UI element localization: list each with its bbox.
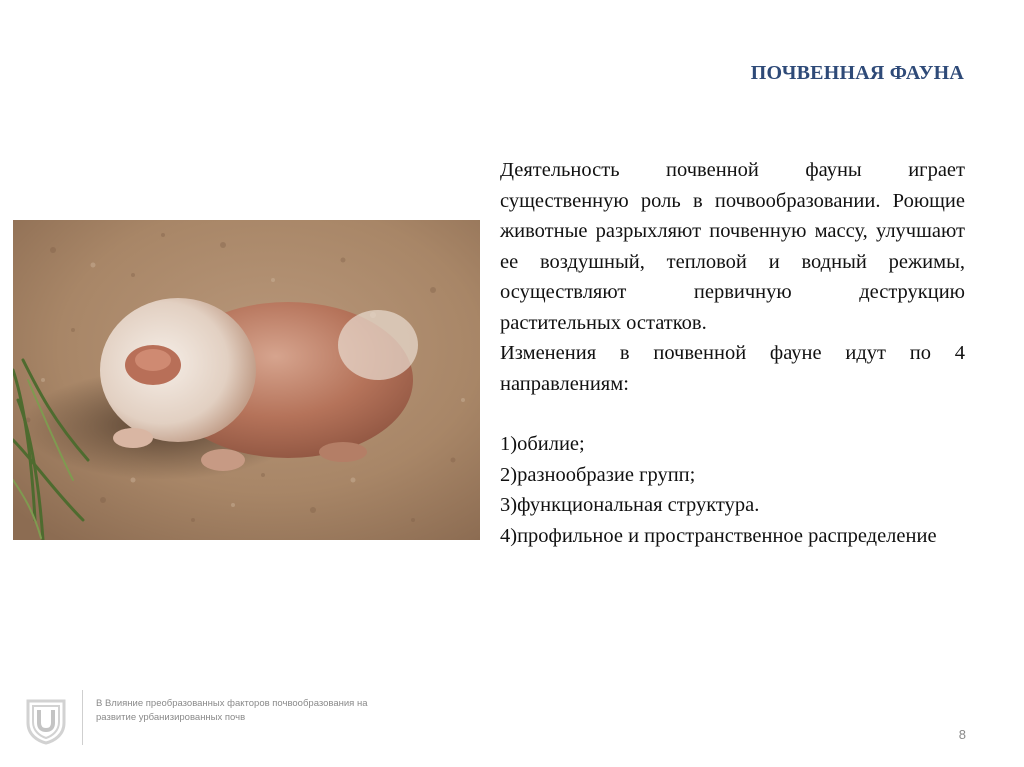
- university-shield-logo-icon: [24, 697, 68, 745]
- mole-rat-photo: [13, 220, 480, 540]
- list-item: 4)профильное и пространственное распределение: [500, 524, 937, 547]
- footer-divider: [82, 690, 83, 745]
- list-item: 1)обилие;: [500, 433, 585, 455]
- page-number: 8: [958, 727, 966, 742]
- slide-title: ПОЧВЕННАЯ ФАУНА: [750, 62, 964, 84]
- footer-caption: В Влияние преобразованных факторов почвообразования на развитие урбанизированных почв: [96, 698, 368, 723]
- directions-list: [500, 429, 965, 551]
- list-item: 3)функциональная структура.: [500, 494, 760, 516]
- paragraph: Деятельность почвенной фауны играет существенную роль в почвообразовании. Роющие животные разрыхляют почвенную массу, улучшают ее воздушный, тепловой и водный режимы, осуществляют первичную деструкцию растительных остатков.: [500, 159, 965, 334]
- list-item: 2)разнообразие групп;: [500, 463, 696, 486]
- body-text: [500, 155, 965, 551]
- paragraph: Изменения в почвенной фауне идут по 4 направлениям:: [500, 342, 965, 395]
